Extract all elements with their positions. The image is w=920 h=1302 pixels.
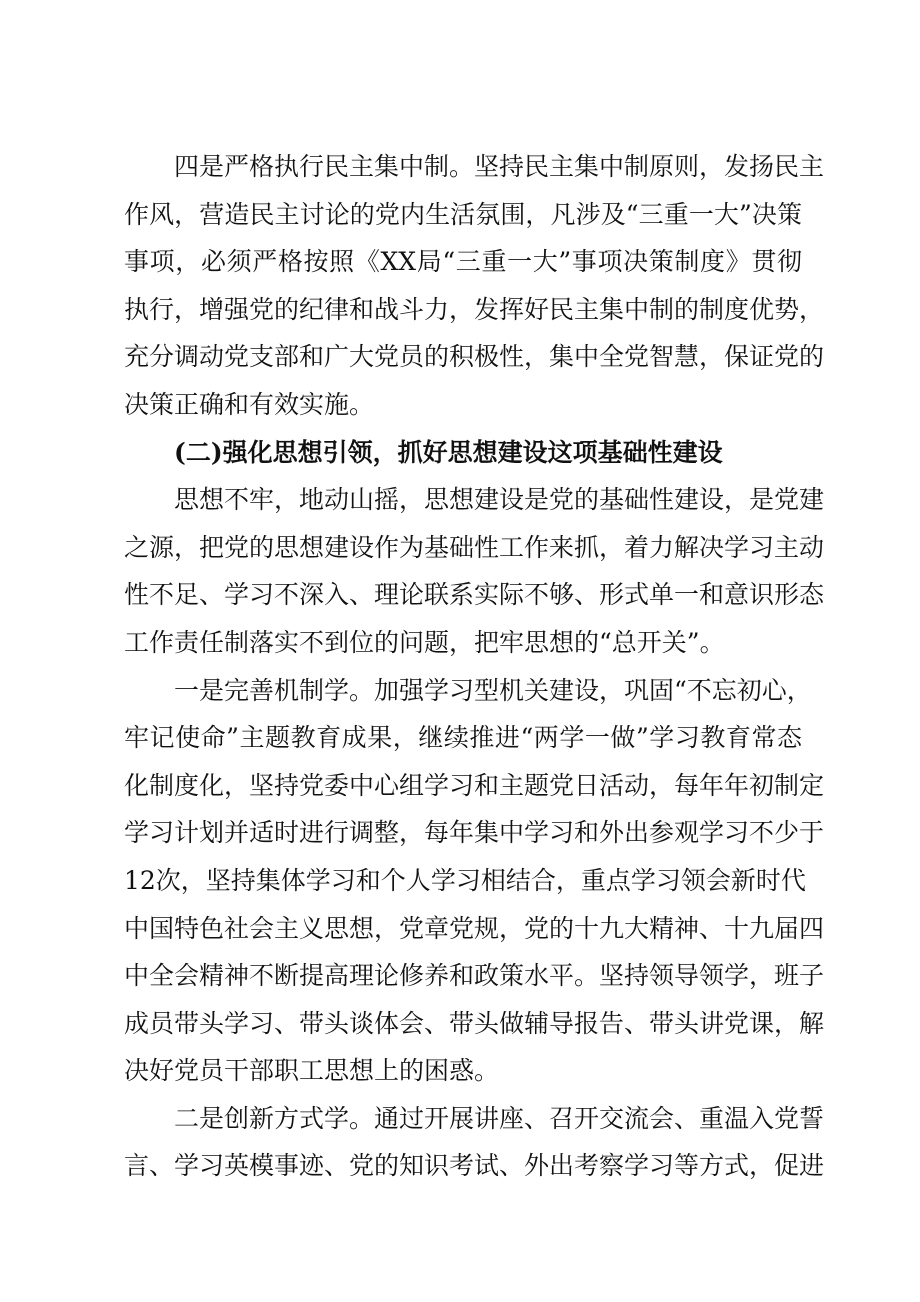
paragraph-line: 中全会精神不断提高理论修养和政策水平。坚持领导领学，班子 xyxy=(124,961,825,991)
paragraph-line: 一是完善机制学。加强学习型机关建设，巩固“不忘初心， xyxy=(174,675,812,705)
paragraph-line: 决策正确和有效实施。 xyxy=(124,389,375,419)
paragraph-line: 二是创新方式学。通过开展讲座、召开交流会、重温入党誓 xyxy=(174,1103,825,1133)
paragraph-line: 执行，增强党的纪律和战斗力，发挥好民主集中制的制度优势， xyxy=(124,294,825,324)
paragraph-line: 决好党员干部职工思想上的困惑。 xyxy=(124,1056,500,1086)
paragraph-line: 思想不牢，地动山摇，思想建设是党的基础性建设，是党建 xyxy=(174,485,825,515)
paragraph-line: 充分调动党支部和广大党员的积极性，集中全党智慧，保证党的 xyxy=(124,342,825,372)
section-heading: (二)强化思想引领，抓好思想建设这项基础性建设 xyxy=(174,437,723,467)
paragraph-line: 事项，必须严格按照《XX局“三重一大”事项决策制度》贯彻 xyxy=(124,247,802,277)
paragraph-line: 中国特色社会主义思想，党章党规，党的十九大精神、十九届四 xyxy=(124,913,825,943)
document-body xyxy=(124,143,825,1190)
paragraph-line: 言、学习英模事迹、党的知识考试、外出考察学习等方式，促进 xyxy=(124,1151,825,1181)
paragraph-line: 成员带头学习、带头谈体会、带头做辅导报告、带头讲党课，解 xyxy=(124,1008,825,1038)
paragraph-line: 之源，把党的思想建设作为基础性工作来抓，着力解决学习主动 xyxy=(124,532,825,562)
paragraph-line: 作风，营造民主讨论的党内生活氛围，凡涉及“三重一大”决策 xyxy=(124,199,802,229)
paragraph-line: 12次，坚持集体学习和个人学习相结合，重点学习领会新时代 xyxy=(124,865,806,895)
paragraph-line: 工作责任制落实不到位的问题，把牢思想的“总开关”。 xyxy=(124,627,725,657)
paragraph-line: 性不足、学习不深入、理论联系实际不够、形式单一和意识形态 xyxy=(124,580,825,610)
paragraph-line: 化制度化，坚持党委中心组学习和主题党日活动，每年年初制定 xyxy=(124,770,825,800)
paragraph-line: 牢记使命”主题教育成果，继续推进“两学一做”学习教育常态 xyxy=(124,723,802,753)
paragraph-line: 学习计划并适时进行调整，每年集中学习和外出参观学习不少于 xyxy=(124,818,825,848)
paragraph-line: 四是严格执行民主集中制。坚持民主集中制原则，发扬民主 xyxy=(174,152,825,181)
